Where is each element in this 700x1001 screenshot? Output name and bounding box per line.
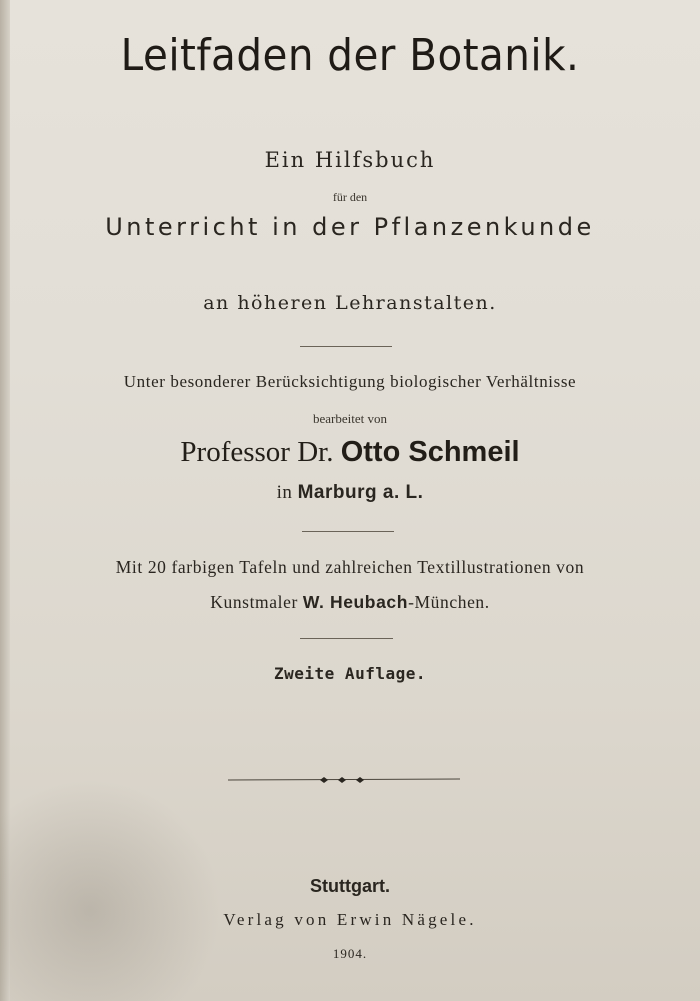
artist-line [0,592,700,613]
author-line [0,436,700,469]
artist-suffix: -München. [408,592,490,612]
location-prefix: in [276,482,293,503]
institutions-line: an höheren Lehranstalten. [203,292,497,314]
edition-line: Zweite Auflage. [274,664,426,683]
author-prefix: Professor Dr. [180,436,334,468]
ornament-rule [228,772,460,788]
location-name: Marburg a. L. [297,482,424,503]
subtitle: Ein Hilfsbuch [264,148,436,172]
edited-by: bearbeitet von [313,411,387,426]
illustrations-line: Mit 20 farbigen Tafeln und zahlreichen Textillustrationen von [115,557,585,577]
divider-rule [302,531,394,532]
city-line: Stuttgart. [310,876,390,896]
artist-name: W. Heubach [302,592,409,612]
book-title: Leitfaden der Botanik. [120,30,580,81]
artist-prefix: Kunstmaler [210,592,298,612]
location-line [0,482,700,504]
author-name: Otto Schmeil [340,436,520,468]
divider-rule [300,346,392,347]
year-line: 1904. [332,946,368,961]
fuer-den-line: für den [332,190,368,204]
divider-rule [300,638,393,639]
subject-line: Unterricht in der Pflanzenkunde [105,213,595,241]
special-note: Unter besonderer Berücksichtigung biologischer Verhältnisse [123,372,577,391]
publisher-line: Verlag von Erwin Nägele. [223,910,477,929]
